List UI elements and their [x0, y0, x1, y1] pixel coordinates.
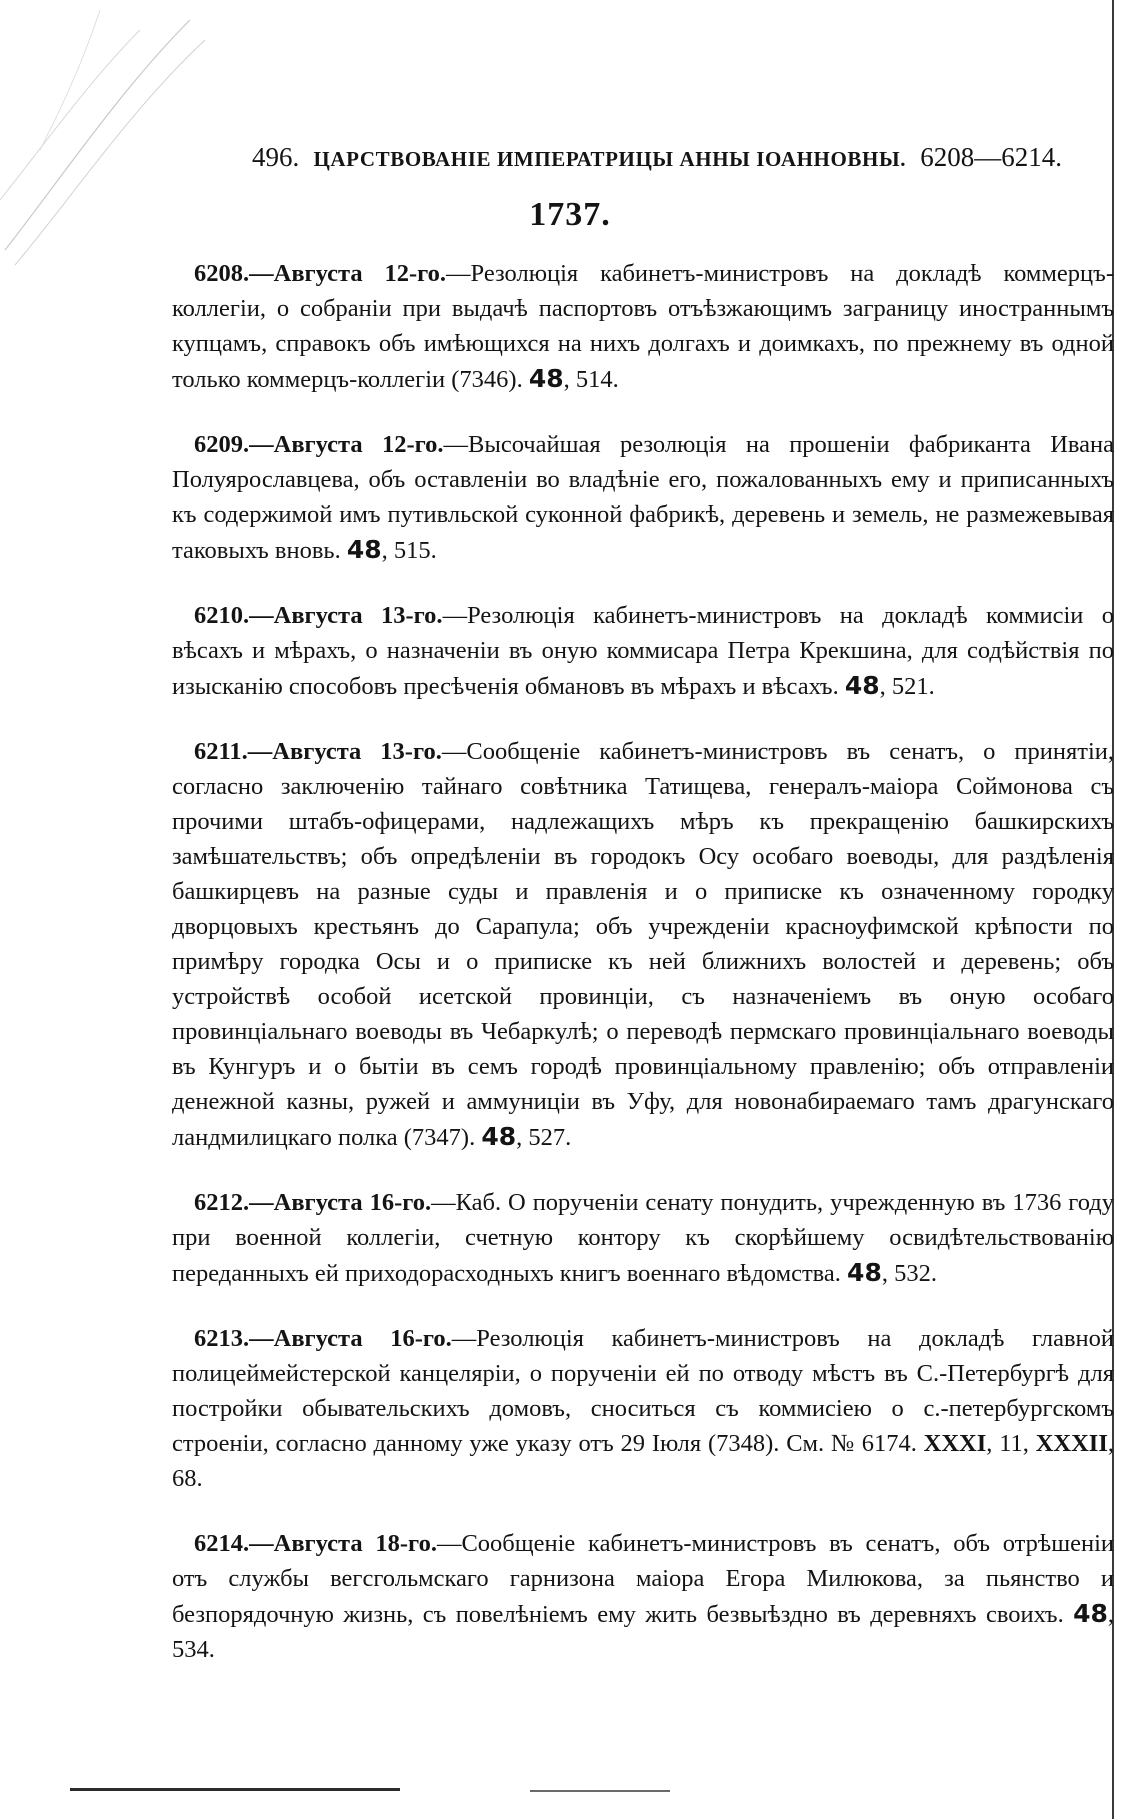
entry-number: 6213. — [194, 1325, 250, 1352]
entry-6209 — [172, 427, 1114, 568]
page-ref: , 11, — [986, 1430, 1036, 1457]
entry-body: —Сообщеніе кабинетъ-министровъ въ сенатъ, о принятіи, согласно заключенію тайнаго совѣтника Татищева, генералъ-маіора Соймонова съ прочими штабъ-офицерами, надлежащихъ мѣръ къ прекращенію башкирскихъ замѣшательствъ; объ опредѣленіи въ городокъ Осу особаго воеводы, для раздѣленія башкирцевъ на разные суды и правленія и о приписке къ означенному городку дворцовыхъ крестьянъ до Сарапула; объ учрежденіи красноуфимской крѣпости по примѣру городка Осы и о приписке къ ней ближнихъ волостей и деревень; объ устройствѣ особой исетской провинціи, съ назначеніемъ въ оную особаго провинціальнаго воеводы въ Чебаркулѣ; о переводѣ пермскаго провинціальнаго воеводы въ Кунгуръ и о бытіи въ семъ городѣ провинціальному правленію; объ отправленіи денежной казны, ружей и аммуниціи въ Уфу, для новонабираемаго тамъ драгунскаго ландмилицкаго полка (7347). — [172, 738, 1114, 1151]
entry-number: 6214. — [194, 1530, 250, 1557]
volume-ref: 48 — [844, 671, 880, 700]
entry-date: —Августа 13-го. — [249, 602, 443, 629]
entry-number: 6208. — [194, 260, 250, 287]
entry-number: 6209. — [194, 431, 250, 458]
entry-6211 — [172, 734, 1114, 1155]
volume-ref: 48 — [1073, 1599, 1108, 1628]
entry-6208 — [172, 256, 1114, 397]
entry-date: —Августа 18-го. — [249, 1530, 437, 1557]
page-ref: , 515. — [381, 537, 437, 564]
entry-body: —Резолюція кабинетъ-министровъ на докладѣ коммисіи о вѣсахъ и мѣрахъ, о назначеніи въ оную коммисара Петра Крекшина, для содѣйствія по изысканію способовъ пресѣченія обмановъ въ мѣрахъ и вѣсахъ. — [172, 602, 1115, 700]
bottom-rule — [70, 1788, 400, 1791]
entry-date: —Августа 16-го. — [249, 1189, 432, 1216]
page-ref: , 514. — [563, 366, 619, 393]
entry-body: —Высочайшая резолюція на прошеніи фабриканта Ивана Полуярославцева, объ оставленіи во владѣніе его, пожалованныхъ ему и приписанныхъ къ содержимой имъ путивльской суконной фабрикѣ, деревень и земель, не размежевывая таковыхъ вновь. — [172, 431, 1114, 564]
page-ref-2: , 68. — [172, 1430, 1114, 1492]
page-number: 496. — [252, 142, 300, 172]
entry-6213 — [172, 1321, 1114, 1496]
page-ref: , 521. — [879, 673, 935, 700]
entry-date: —Августа 12-го. — [249, 260, 447, 287]
entry-6212 — [172, 1185, 1114, 1291]
entry-date: —Августа 13-го. — [247, 738, 442, 765]
bottom-rule-short — [530, 1790, 670, 1792]
entries-column — [172, 256, 1114, 1697]
volume-ref: 48 — [847, 1258, 882, 1287]
entry-6210 — [172, 598, 1114, 704]
volume-ref: 48 — [528, 364, 564, 393]
entry-body: —Каб. О порученіи сенату понудить, учрежденную въ 1736 году при военной коллегіи, счетную контору къ скорѣйшему освидѣтельствованію переданныхъ ей приходорасходныхъ книгъ военнаго вѣдомства. — [172, 1189, 1114, 1287]
volume-ref-2: XXXII — [1035, 1430, 1108, 1457]
entry-body: —Резолюція кабинетъ-министровъ на докладѣ главной полицеймейстерской канцеляріи, о порученіи ей по отводу мѣстъ въ С.-Петербургѣ для постройки обывательскихъ домовъ, сноситься съ коммисіею о с.-петербургскомъ строеніи, согласно данному уже указу отъ 29 Іюля (7348). См. № 6174. — [172, 1325, 1114, 1457]
page-ref: , 534. — [172, 1601, 1114, 1663]
entry-body: —Резолюція кабинетъ-министровъ на докладѣ коммерцъ-коллегіи, о собраніи при выдачѣ паспортовъ отъѣзжающимъ заграницу иностраннымъ купцамъ, справокъ объ имѣющихся на нихъ долгахъ и доимкахъ, по прежнему въ одной только коммерцъ-коллегіи (7346). — [172, 260, 1114, 393]
entry-range: 6208—6214. — [920, 142, 1062, 172]
entry-body: —Сообщеніе кабинетъ-министровъ въ сенатъ, объ отрѣшеніи отъ службы вегсгольмскаго гарнизона маіора Егора Милюкова, за пьянство и безпорядочную жизнь, съ повелѣніемъ ему жить безвыѣздно въ деревняхъ своихъ. — [172, 1530, 1114, 1628]
page-ref: , 527. — [516, 1124, 572, 1151]
volume-ref: 48 — [346, 535, 382, 564]
year-heading: 1737. — [529, 196, 611, 233]
page-ref: , 532. — [881, 1260, 937, 1287]
entry-number: 6211. — [194, 738, 248, 765]
volume-ref: 48 — [481, 1122, 517, 1151]
running-title: ЦАРСТВОВАНІЕ ИМПЕРАТРИЦЫ АННЫ ІОАННОВНЫ. — [313, 147, 907, 171]
entry-number: 6210. — [194, 602, 250, 629]
entry-6214 — [172, 1526, 1114, 1667]
running-header — [252, 142, 1062, 182]
entry-number: 6212. — [194, 1189, 250, 1216]
volume-ref: XXXI — [923, 1430, 987, 1457]
entry-date: —Августа 16-го. — [249, 1325, 452, 1352]
entry-date: —Августа 12-го. — [249, 431, 444, 458]
